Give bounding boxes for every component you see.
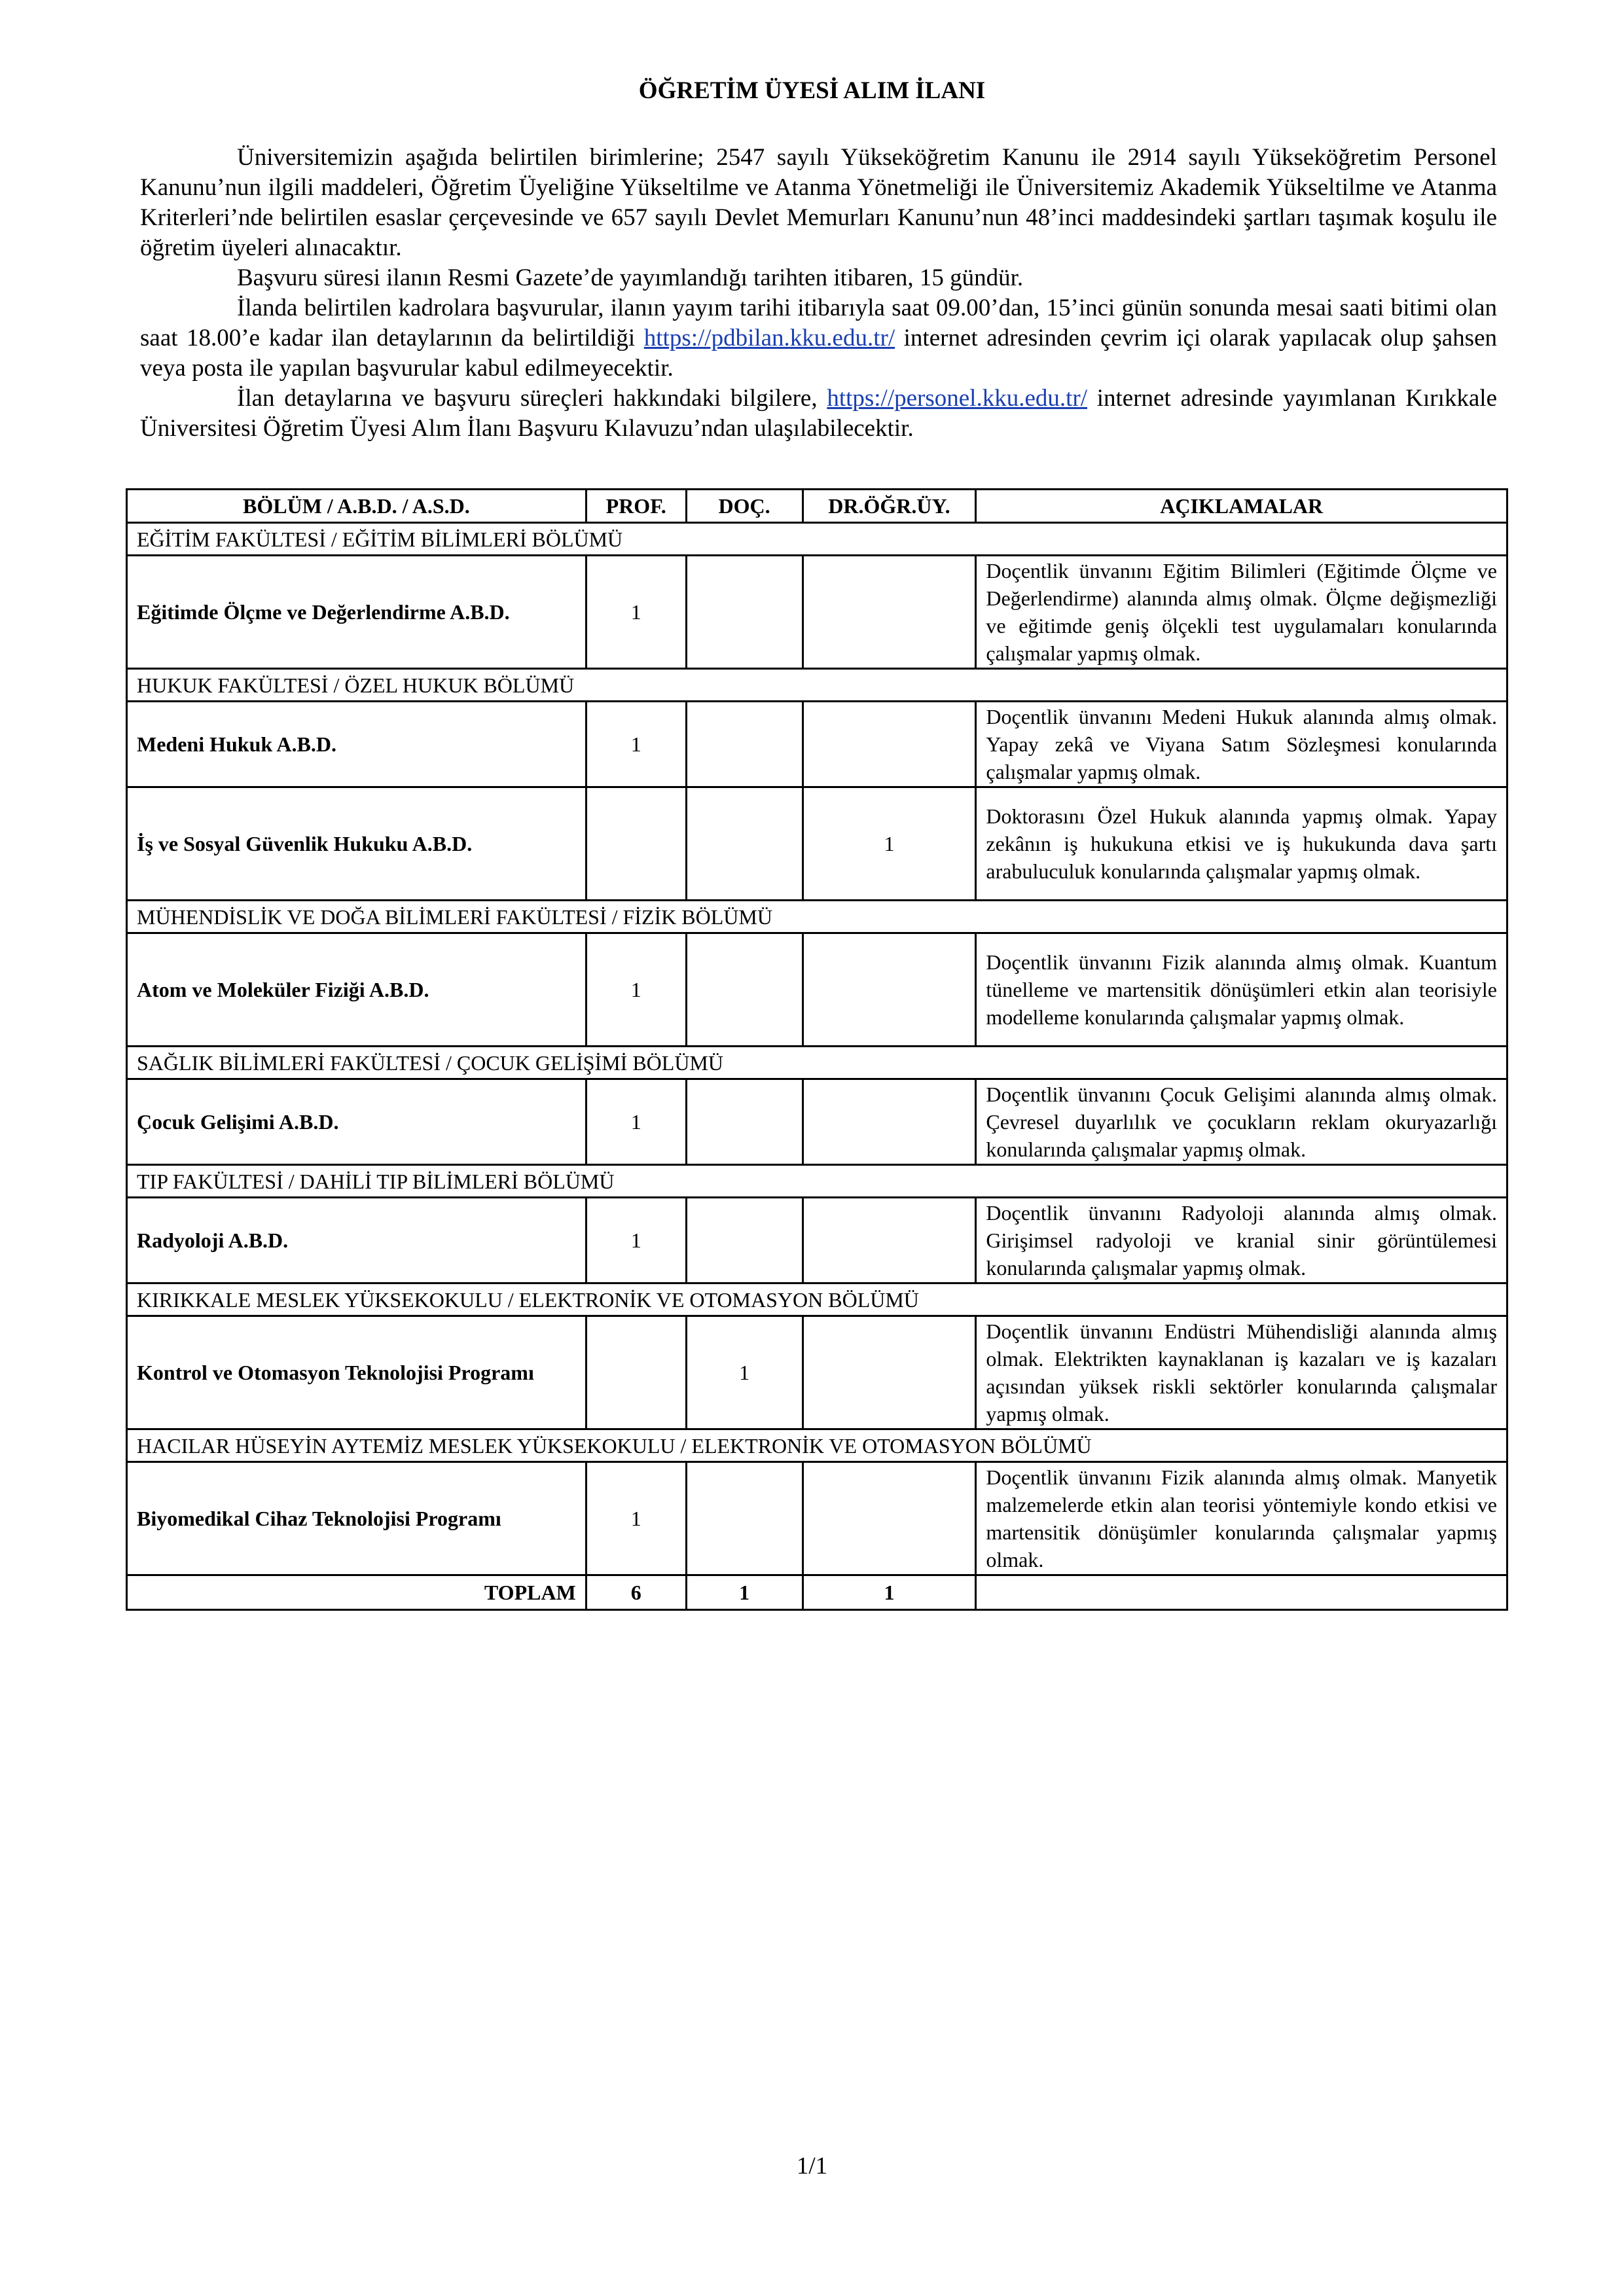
doc-count: 1 <box>686 1316 803 1429</box>
table-row <box>127 702 1507 787</box>
intro-p4-text-end: internet adresinde yayımlanan Kırıkkale Üniversitesi Öğretim Üyesi Alım İlanı Başvuru Kılavuzu’ndan ulaşılabilecektir. <box>140 385 1498 442</box>
faculty-row <box>127 1165 1507 1198</box>
total-row <box>127 1575 1507 1610</box>
total-doc: 1 <box>686 1575 803 1610</box>
intro-paragraph-3 <box>140 293 1497 384</box>
dr-count: 1 <box>803 787 976 901</box>
dr-count <box>803 1316 976 1429</box>
intro-paragraph-4 <box>140 384 1497 444</box>
intro-p3-text: İlanda belirtilen kadrolara başvurular, ilanın yayım tarihi itibarıyla saat 09.00’dan, 15’inci günün sonunda mesai saati bitimi olan saat 18.00’e kadar ilan detaylarının da belirtildiği <box>140 295 1497 351</box>
faculty-row <box>127 901 1507 933</box>
dept-name: İş ve Sosyal Güvenlik Hukuku A.B.D. <box>127 787 586 901</box>
intro-paragraph-2: Başvuru süresi ilanın Resmi Gazete’de yayımlandığı tarihten itibaren, 15 gündür. <box>237 264 1024 291</box>
prof-count: 1 <box>586 1079 686 1165</box>
doc-count <box>686 1462 803 1575</box>
table-header-row <box>127 490 1507 523</box>
doc-count <box>686 556 803 669</box>
table-row <box>127 933 1507 1047</box>
dr-count <box>803 556 976 669</box>
faculty-name: TIP FAKÜLTESİ / DAHİLİ TIP BİLİMLERİ BÖLÜMÜ <box>127 1165 1507 1198</box>
prof-count: 1 <box>586 933 686 1047</box>
personel-link[interactable]: https://personel.kku.edu.tr/ <box>827 385 1088 412</box>
dept-name: Radyoloji A.B.D. <box>127 1198 586 1283</box>
faculty-row <box>127 669 1507 702</box>
faculty-name: SAĞLIK BİLİMLERİ FAKÜLTESİ / ÇOCUK GELİŞİMİ BÖLÜMÜ <box>127 1047 1507 1079</box>
total-desc-empty <box>976 1575 1507 1610</box>
description: Doçentlik ünvanını Eğitim Bilimleri (Eğitimde Ölçme ve Değerlendirme) alanında almış olmak. Ölçme değişmezliği ve eğitimde geniş ölçekli test uygulamaları konularında çalışmalar yapmış olmak. <box>976 556 1507 669</box>
doc-count <box>686 1079 803 1165</box>
description: Doçentlik ünvanını Çocuk Gelişimi alanında almış olmak. Çevresel duyarlılık ve çocukların reklam okuryazarlığı konularında çalışmalar yapmış olmak. <box>976 1079 1507 1165</box>
dr-count <box>803 1462 976 1575</box>
table-row <box>127 1316 1507 1429</box>
faculty-row <box>127 523 1507 556</box>
dept-name: Medeni Hukuk A.B.D. <box>127 702 586 787</box>
doc-count <box>686 787 803 901</box>
faculty-row <box>127 1047 1507 1079</box>
prof-count: 1 <box>586 702 686 787</box>
dr-count <box>803 1198 976 1283</box>
dept-name: Biyomedikal Cihaz Teknolojisi Programı <box>127 1462 586 1575</box>
table-row <box>127 1462 1507 1575</box>
dr-count <box>803 1079 976 1165</box>
doc-count <box>686 1198 803 1283</box>
faculty-name: HUKUK FAKÜLTESİ / ÖZEL HUKUK BÖLÜMÜ <box>127 669 1507 702</box>
faculty-name: MÜHENDİSLİK VE DOĞA BİLİMLERİ FAKÜLTESİ / FİZİK BÖLÜMÜ <box>127 901 1507 933</box>
intro-paragraph-1: Üniversitemizin aşağıda belirtilen birimlerine; 2547 sayılı Yükseköğretim Kanunu ile 2914 sayılı Yükseköğretim Personel Kanunu’nun ilgili maddeleri, Öğretim Üyeliğine Yükseltilme ve Atanma Yönetmeliği ile Üniversitemiz Akademik Yükseltilme ve Atanma Kriterleri’nde belirtilen esaslar çerçevesinde ve 657 sayılı Devlet Memurları Kanunu’nun 48’inci maddesindeki şartları taşımak koşulu ile öğretim üyeleri alınacaktır. <box>140 144 1497 261</box>
prof-count <box>586 1316 686 1429</box>
description: Doçentlik ünvanını Fizik alanında almış olmak. Kuantum tünelleme ve martensitik dönüşümleri etkin alan teorisiyle modelleme konularında çalışmalar yapmış olmak. <box>976 933 1507 1047</box>
dept-name: Atom ve Moleküler Fiziği A.B.D. <box>127 933 586 1047</box>
page-number: 1/1 <box>796 2153 828 2179</box>
description: Doçentlik ünvanını Fizik alanında almış olmak. Manyetik malzemelerde etkin alan teorisi yöntemiyle kondo etkisi ve martensitik dönüşümler konularında çalışmalar yapmış olmak. <box>976 1462 1507 1575</box>
description: Doçentlik ünvanını Radyoloji alanında almış olmak. Girişimsel radyoloji ve kranial sinir görüntülemesi konularında çalışmalar yapmış olmak. <box>976 1198 1507 1283</box>
pdbilan-link[interactable]: https://pdbilan.kku.edu.tr/ <box>643 325 895 351</box>
prof-count: 1 <box>586 1198 686 1283</box>
table-row <box>127 787 1507 901</box>
prof-count: 1 <box>586 1462 686 1575</box>
dept-name: Eğitimde Ölçme ve Değerlendirme A.B.D. <box>127 556 586 669</box>
page-title: ÖĞRETİM ÜYESİ ALIM İLANI <box>638 77 986 104</box>
dr-count <box>803 702 976 787</box>
description: Doçentlik ünvanını Endüstri Mühendisliği alanında almış olmak. Elektrikten kaynaklanan iş kazaları ve iş kazaları açısından yüksek riskli sektörler konularında çalışmalar yapmış olmak. <box>976 1316 1507 1429</box>
table-row <box>127 1079 1507 1165</box>
table-row <box>127 556 1507 669</box>
description: Doçentlik ünvanını Medeni Hukuk alanında almış olmak. Yapay zekâ ve Viyana Satım Sözleşmesi konularında çalışmalar yapmış olmak. <box>976 702 1507 787</box>
total-prof: 6 <box>586 1575 686 1610</box>
positions-table <box>126 488 1508 1611</box>
intro-text <box>140 143 1497 444</box>
prof-count: 1 <box>586 556 686 669</box>
dept-name: Kontrol ve Otomasyon Teknolojisi Programı <box>127 1316 586 1429</box>
dept-name: Çocuk Gelişimi A.B.D. <box>127 1079 586 1165</box>
doc-count <box>686 933 803 1047</box>
prof-count <box>586 787 686 901</box>
intro-p4-text: İlan detaylarına ve başvuru süreçleri hakkındaki bilgilere, <box>237 385 827 412</box>
faculty-name: HACILAR HÜSEYİN AYTEMİZ MESLEK YÜKSEKOKULU / ELEKTRONİK VE OTOMASYON BÖLÜMÜ <box>127 1429 1507 1462</box>
description: Doktorasını Özel Hukuk alanında yapmış olmak. Yapay zekânın iş hukukuna etkisi ve iş hukukunda dava şartı arabuluculuk konularında çalışmalar yapmış olmak. <box>976 787 1507 901</box>
header-dept: BÖLÜM / A.B.D. / A.S.D. <box>127 490 586 523</box>
dr-count <box>803 933 976 1047</box>
faculty-row <box>127 1283 1507 1316</box>
header-prof: PROF. <box>586 490 686 523</box>
header-doc: DOÇ. <box>686 490 803 523</box>
total-dr: 1 <box>803 1575 976 1610</box>
doc-count <box>686 702 803 787</box>
header-dr: DR.ÖĞR.ÜY. <box>803 490 976 523</box>
faculty-name: KIRIKKALE MESLEK YÜKSEKOKULU / ELEKTRONİK VE OTOMASYON BÖLÜMÜ <box>127 1283 1507 1316</box>
intro-p3-text-end: internet adresinden çevrim içi olarak yapılacak olup şahsen veya posta ile yapılan başvurular kabul edilmeyecektir. <box>140 325 1497 382</box>
header-desc: AÇIKLAMALAR <box>976 490 1507 523</box>
faculty-row <box>127 1429 1507 1462</box>
total-label: TOPLAM <box>127 1575 586 1610</box>
table-row <box>127 1198 1507 1283</box>
faculty-name: EĞİTİM FAKÜLTESİ / EĞİTİM BİLİMLERİ BÖLÜMÜ <box>127 523 1507 556</box>
